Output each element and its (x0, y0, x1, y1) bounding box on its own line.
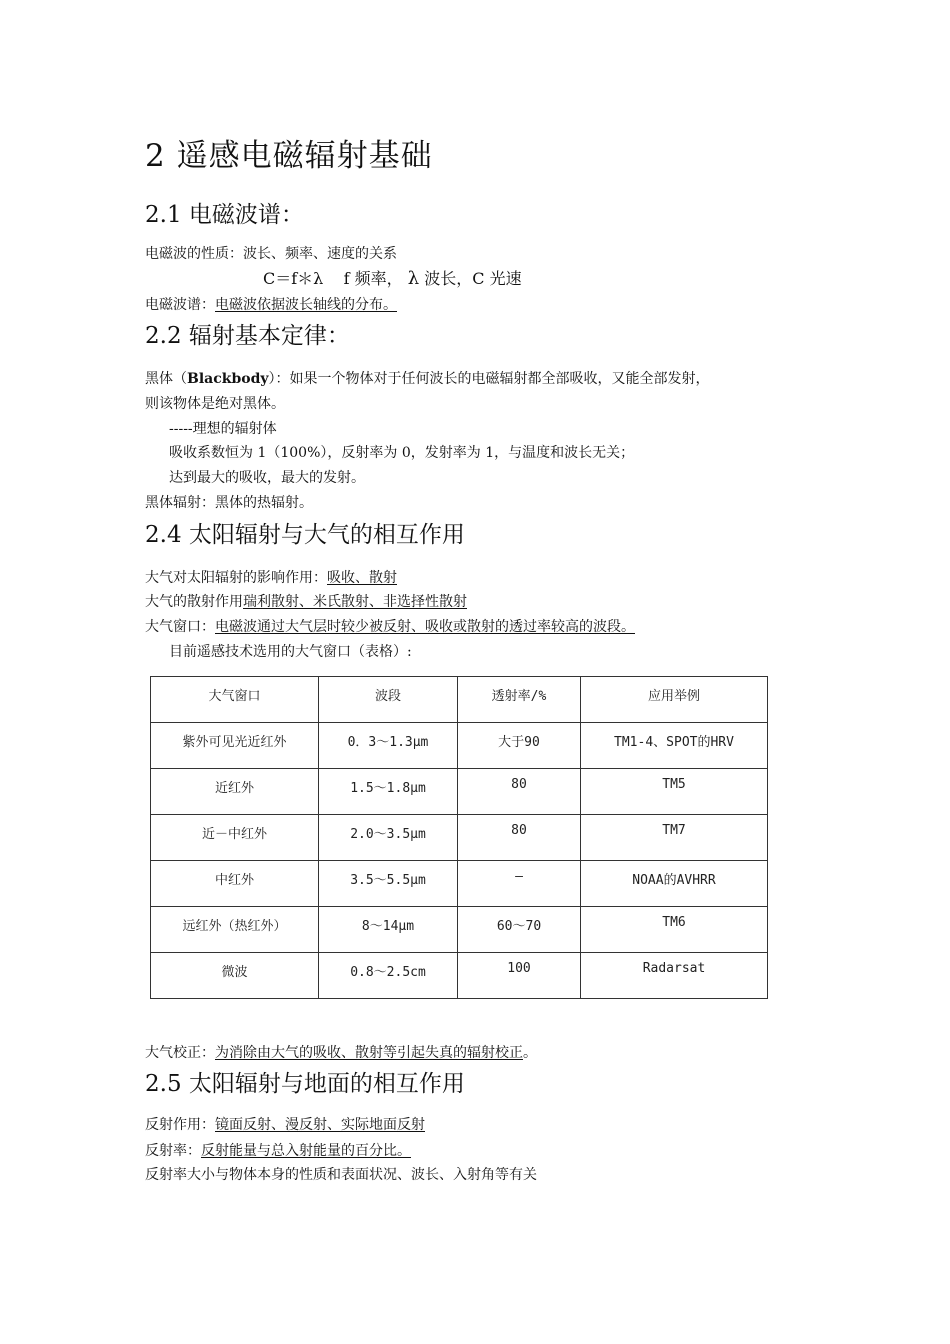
reflectance-label: 反射率： (145, 1143, 201, 1159)
formula-line (263, 266, 522, 289)
table-cell: 2.0～3.5μm (319, 815, 458, 861)
header-band: 波段 (319, 677, 458, 723)
table-cell: TM5 (581, 769, 768, 815)
table-cell: 80 (458, 769, 581, 815)
table-row (151, 723, 768, 769)
table-cell: 近－中红外 (151, 815, 319, 861)
table-cell: 1.5～1.8μm (319, 769, 458, 815)
formula-rest: 波长，C 光速 (424, 269, 522, 288)
table-cell: TM6 (581, 907, 768, 953)
atmospheric-window-table (150, 676, 768, 999)
section-2-5-heading: 2.5 太阳辐射与地面的相互作用 (145, 1071, 465, 1097)
table-cell: 100 (458, 953, 581, 999)
header-transmittance: 透射率/% (458, 677, 581, 723)
table-cell: 近红外 (151, 769, 319, 815)
scattering-label: 大气的散射作用 (145, 594, 243, 610)
reflection-label: 反射作用： (145, 1117, 215, 1133)
blackbody-open: 黑体（ (145, 371, 187, 387)
table-cell: 0.8～2.5cm (319, 953, 458, 999)
table-cell: 中红外 (151, 861, 319, 907)
table-cell: Radarsat (581, 953, 768, 999)
blackbody-absorption: 吸收系数恒为 1（100%），反射率为 0，发射率为 1，与温度和波长无关； (169, 445, 635, 461)
table-cell: — (458, 861, 581, 907)
atmosphere-scattering (145, 591, 467, 611)
reflection-line (145, 1114, 425, 1134)
table-cell: 80 (458, 815, 581, 861)
atmosphere-effect-value: 吸收、散射 (327, 570, 397, 586)
correction-end: 。 (523, 1045, 537, 1061)
table-cell: TM1-4、SPOT的HRV (581, 723, 768, 769)
atmospheric-window-definition: 电磁波通过大气层时较少被反射、吸收或散射的透过率较高的波段。 (215, 619, 635, 635)
scattering-types: 瑞利散射、米氏散射、非选择性散射 (243, 594, 467, 610)
blackbody-definition-end: 则该物体是绝对黑体。 (145, 396, 285, 412)
lambda-symbol: λ (407, 268, 420, 289)
reflectance-line (145, 1140, 411, 1160)
atmospheric-window-label: 大气窗口： (145, 619, 215, 635)
atmosphere-effect-label: 大气对太阳辐射的影响作用： (145, 570, 327, 586)
table-cell: 60～70 (458, 907, 581, 953)
table-row (151, 769, 768, 815)
reflectance-note-line (145, 1164, 537, 1184)
table-cell: 8～14μm (319, 907, 458, 953)
formula-f: f 频率， (343, 269, 403, 288)
reflectance-note: 反射率大小与物体本身的性质和表面状况、波长、入射角等有关 (145, 1167, 537, 1183)
correction-label: 大气校正： (145, 1045, 215, 1061)
section-2-4-heading: 2.4 太阳辐射与大气的相互作用 (145, 522, 465, 548)
header-application: 应用举例 (581, 677, 768, 723)
blackbody-term: Blackbody (187, 371, 269, 387)
atmospheric-correction (145, 1042, 537, 1062)
em-wave-property: 电磁波的性质：波长、频率、速度的关系 (145, 246, 397, 262)
blackbody-text: ）：如果一个物体对于任何波长的电磁辐射都全部吸收，又能全部发射， (268, 371, 710, 387)
blackbody-definition (145, 368, 710, 388)
table-cell: 大于90 (458, 723, 581, 769)
reflection-types: 镜面反射、漫反射、实际地面反射 (215, 1117, 425, 1133)
table-row (151, 861, 768, 907)
blackbody-radiation: 黑体辐射：黑体的热辐射。 (145, 495, 313, 511)
reflectance-definition: 反射能量与总入射能量的百分比。 (201, 1143, 411, 1159)
table-header-row (151, 677, 768, 723)
table-cell: 微波 (151, 953, 319, 999)
blackbody-max: 达到最大的吸收，最大的发射。 (169, 470, 365, 486)
table-row (151, 907, 768, 953)
atmospheric-window-line (145, 616, 635, 636)
table-cell: 3.5～5.5μm (319, 861, 458, 907)
em-spectrum-definition: 电磁波依据波长轴线的分布。 (215, 297, 397, 313)
section-2-1-heading: 2.1 电磁波谱： (145, 202, 304, 228)
table-row (151, 815, 768, 861)
chapter-title: 2 遥感电磁辐射基础 (145, 138, 433, 174)
em-spectrum-label: 电磁波谱： (145, 297, 215, 313)
table-cell: 紫外可见光近红外 (151, 723, 319, 769)
em-spectrum-line (145, 294, 397, 314)
table-cell: 0．3～1.3μm (319, 723, 458, 769)
atmospheric-window-intro: 目前遥感技术选用的大气窗口（表格）: (169, 644, 412, 660)
correction-definition: 为消除由大气的吸收、散射等引起失真的辐射校正 (215, 1045, 523, 1061)
atmosphere-effect (145, 567, 397, 587)
table-cell: NOAA的AVHRR (581, 861, 768, 907)
table-cell: 远红外（热红外） (151, 907, 319, 953)
section-2-2-heading: 2.2 辐射基本定律： (145, 323, 350, 349)
table-cell: TM7 (581, 815, 768, 861)
table-row (151, 953, 768, 999)
formula-c: C＝f＊λ (263, 269, 324, 288)
blackbody-ideal: -----理想的辐射体 (169, 421, 277, 437)
header-window: 大气窗口 (151, 677, 319, 723)
